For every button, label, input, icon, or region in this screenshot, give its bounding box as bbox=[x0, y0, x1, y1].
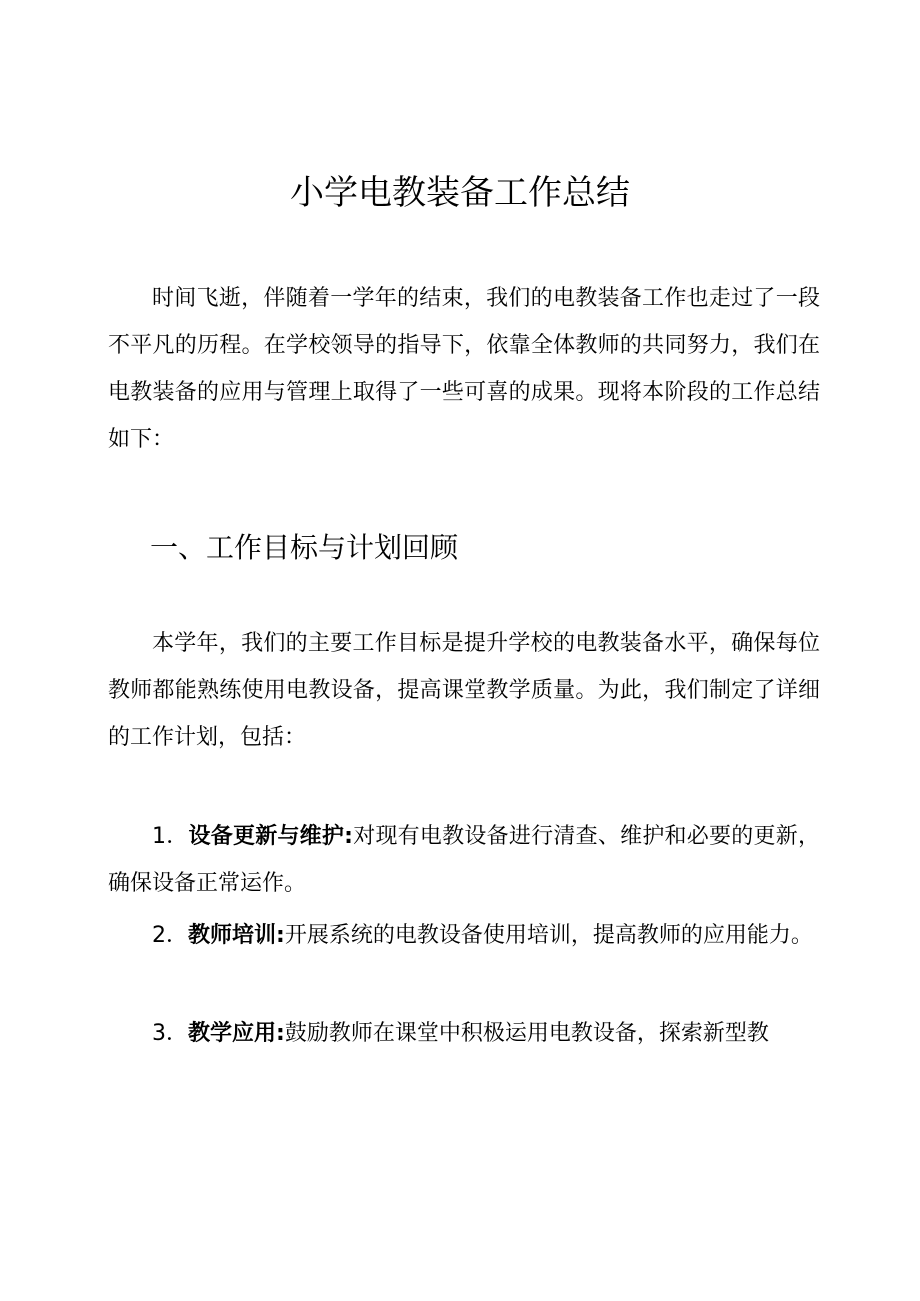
list-item bbox=[108, 912, 820, 959]
document-title: 小学电教装备工作总结 bbox=[290, 173, 630, 213]
list-item-text: 对现有电教设备进行清查、维护和必要的更新，确保设备正常运作。 bbox=[108, 824, 820, 896]
intro-paragraph: 时间飞逝，伴随着一学年的结束，我们的电教装备工作也走过了一段不平凡的历程。在学校领导的指导下，依靠全体教师的共同努力，我们在电教装备的应用与管理上取得了一些可喜的成果。现将本阶段的工作总结如下： bbox=[108, 286, 820, 452]
list-item bbox=[108, 1010, 820, 1057]
list-item-heading: 教学应用: bbox=[188, 1021, 285, 1046]
list-item-text: 鼓励教师在课堂中积极运用电教设备，探索新型教 bbox=[284, 1021, 769, 1046]
list-item-number: 2． bbox=[152, 923, 188, 948]
list-item-number: 3． bbox=[152, 1021, 188, 1046]
section-heading: 一、工作目标与计划回顾 bbox=[150, 531, 459, 564]
list-item-heading: 设备更新与维护: bbox=[188, 824, 353, 849]
section-paragraph: 本学年，我们的主要工作目标是提升学校的电教装备水平，确保每位教师都能熟练使用电教设备，提高课堂教学质量。为此，我们制定了详细的工作计划，包括： bbox=[108, 631, 820, 750]
list-item-number: 1． bbox=[152, 824, 189, 849]
list-item-heading: 教师培训: bbox=[188, 923, 285, 948]
list-item-text: 开展系统的电教设备使用培训，提高教师的应用能力。 bbox=[284, 923, 813, 948]
list-item bbox=[108, 813, 820, 907]
